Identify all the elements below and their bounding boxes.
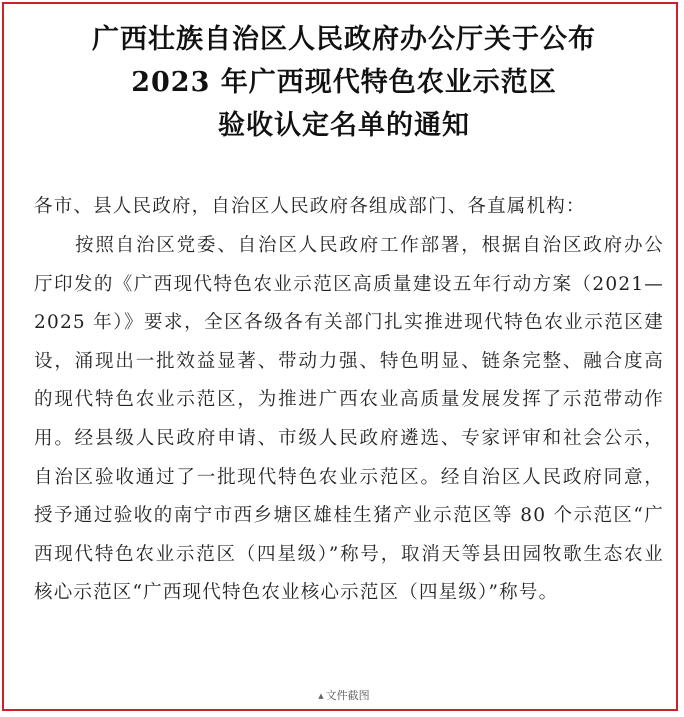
title-line-3: 验收认定名单的通知 — [218, 110, 470, 141]
image-caption — [4, 687, 684, 703]
salutation: 各市、县人民政府，自治区人民政府各组成部门、各直属机构： — [34, 196, 586, 217]
document-frame — [2, 2, 678, 711]
caption-text: 文件截图 — [325, 689, 370, 702]
title-line-2: 2023 年广西现代特色农业示范区 — [131, 67, 557, 98]
title-line-1: 广西壮族自治区人民政府办公厅关于公布 — [92, 24, 596, 55]
caption-triangle-icon: ▲ — [318, 692, 324, 700]
body-paragraph: 按照自治区党委、自治区人民政府工作部署，根据自治区政府办公厅印发的《广西现代特色农业示范区高质量建设五年行动方案（2021—2025 年）》要求，全区各级各有关部门扎实推进现代特色农业示范区建设，涌现出一批效益显著、带动力强、特色明显、链条完整、融合度高的现代特色农业示范区，为推进广西农业高质量发展发挥了示范带动作用。经县级人民政府申请、市级人民政府遴选、专家评审和社会公示，自治区验收通过了一批现代特色农业示范区。经自治区人民政府同意，授予通过验收的南宁市西乡塘区雄桂生猪产业示范区等 80 个示范区“广西现代特色农业示范区（四星级）”称号，取消天等县田园牧歌生态农业核心示范区“广西现代特色农业核心示范区（四星级）”称号。 — [34, 235, 664, 604]
document-title — [4, 18, 684, 147]
